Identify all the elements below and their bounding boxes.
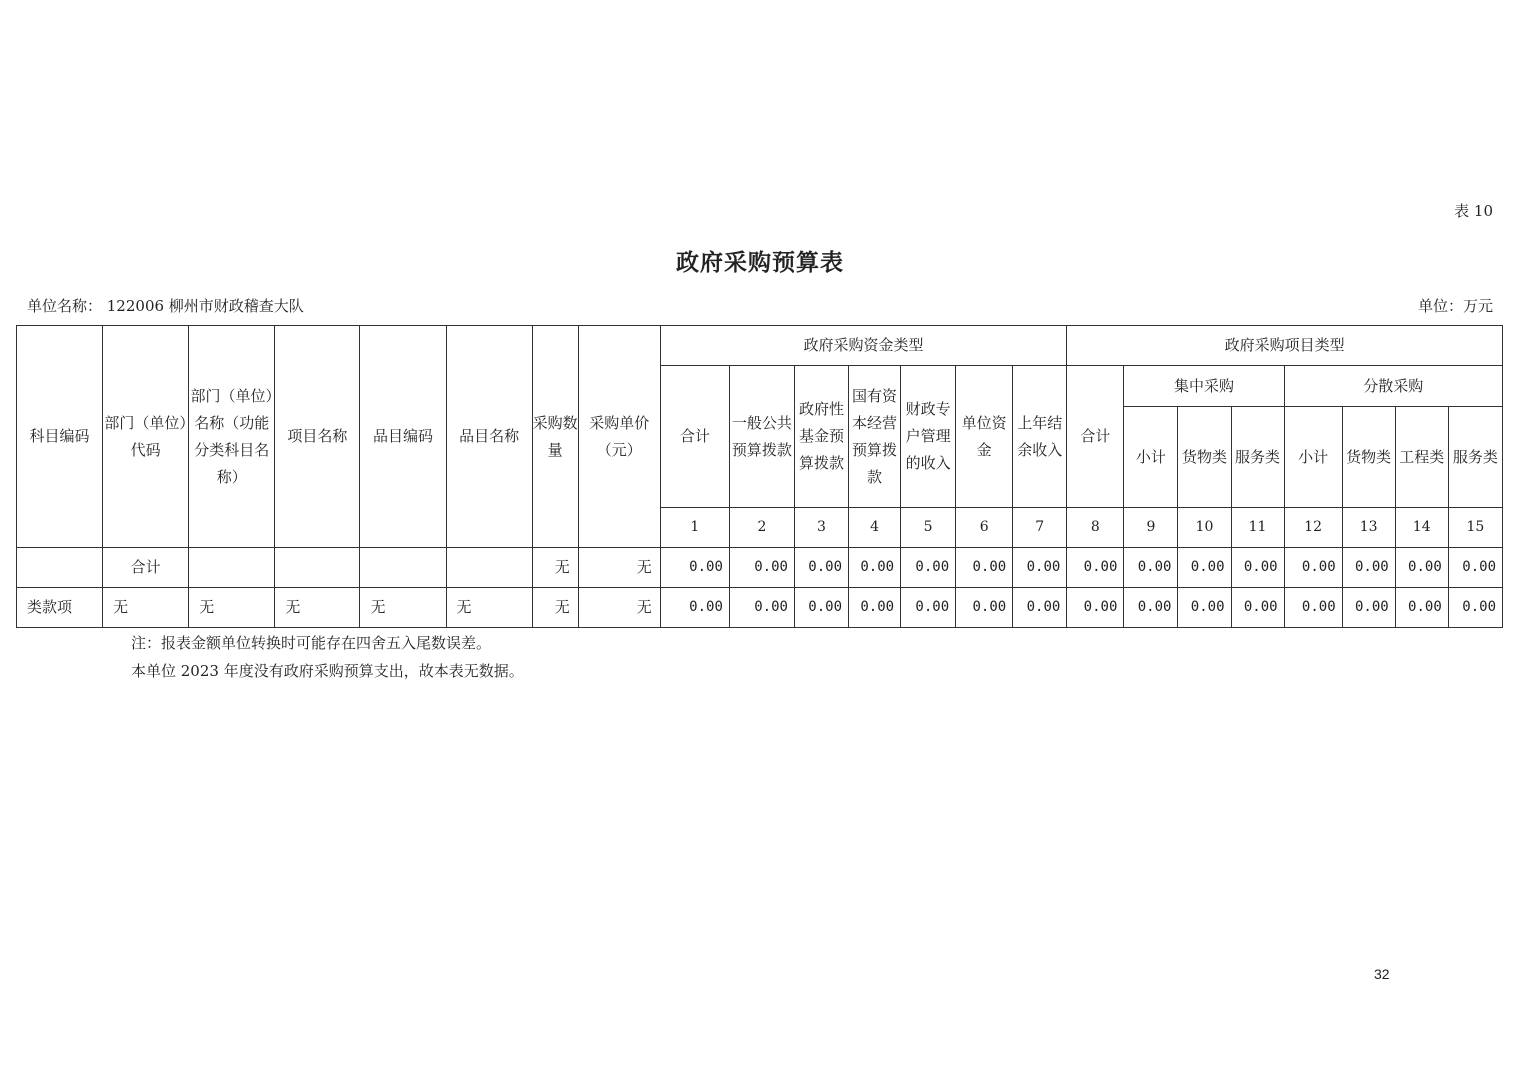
cell-value: 0.00: [849, 548, 901, 588]
cell-value: 0.00: [901, 588, 956, 628]
index-cell: 4: [849, 508, 901, 548]
index-cell: 12: [1284, 508, 1342, 548]
index-cell: 10: [1178, 508, 1231, 548]
cell-quantity: 无: [532, 548, 578, 588]
cell-dept-name: 无: [189, 588, 275, 628]
cell-value: 0.00: [1013, 588, 1067, 628]
header-decentralized: 分散采购: [1284, 366, 1502, 407]
cell-value: 0.00: [660, 588, 729, 628]
header-unit-price: 采购单价（元）: [578, 326, 660, 548]
cell-value: 0.00: [1448, 588, 1502, 628]
header-project-total: 合计: [1067, 366, 1124, 508]
header-state-capital: 国有资本经营预算拨款: [849, 366, 901, 508]
cell-value: 0.00: [1178, 548, 1231, 588]
cell-value: 0.00: [1342, 588, 1395, 628]
cell-value: 0.00: [1067, 588, 1124, 628]
cell-item-name: 无: [446, 588, 532, 628]
header-unit-funds: 单位资金: [956, 366, 1013, 508]
index-cell: 9: [1124, 508, 1178, 548]
cell-unit-price: 无: [578, 588, 660, 628]
cell-value: 0.00: [1448, 548, 1502, 588]
header-general-budget: 一般公共预算拨款: [729, 366, 794, 508]
cell-value: 0.00: [901, 548, 956, 588]
cell-value: 0.00: [1342, 548, 1395, 588]
cell-value: 0.00: [794, 548, 848, 588]
index-cell: 15: [1448, 508, 1502, 548]
header-gov-fund: 政府性基金预算拨款: [794, 366, 848, 508]
index-cell: 2: [729, 508, 794, 548]
index-cell: 3: [794, 508, 848, 548]
cell-quantity: 无: [532, 588, 578, 628]
header-quantity: 采购数量: [532, 326, 578, 548]
cell-value: 0.00: [1124, 588, 1178, 628]
table-row: [17, 548, 1503, 588]
index-cell: 7: [1013, 508, 1067, 548]
cell-value: 0.00: [956, 588, 1013, 628]
index-cell: 5: [901, 508, 956, 548]
cell-dept-code: 合计: [103, 548, 189, 588]
header-fund-total: 合计: [660, 366, 729, 508]
cell-subject-code: [17, 548, 103, 588]
cell-value: 0.00: [1013, 548, 1067, 588]
cell-value: 0.00: [956, 548, 1013, 588]
header-last-year-balance: 上年结余收入: [1013, 366, 1067, 508]
header-d-service: 服务类: [1448, 407, 1502, 508]
cell-value: 0.00: [1231, 588, 1284, 628]
rounding-note: 注：报表金额单位转换时可能存在四舍五入尾数误差。: [131, 634, 492, 652]
header-c-goods: 货物类: [1178, 407, 1231, 508]
index-cell: 11: [1231, 508, 1284, 548]
cell-value: 0.00: [1395, 548, 1448, 588]
index-cell: 1: [660, 508, 729, 548]
table-number: 表 10: [1454, 202, 1493, 220]
cell-value: 0.00: [1284, 588, 1342, 628]
header-d-goods: 货物类: [1342, 407, 1395, 508]
cell-dept-name: [189, 548, 275, 588]
header-centralized: 集中采购: [1124, 366, 1284, 407]
unit-name: 单位名称： 122006 柳州市财政稽查大队: [27, 297, 304, 315]
cell-value: 0.00: [1231, 548, 1284, 588]
table-row: [17, 588, 1503, 628]
header-subject-code: 科目编码: [17, 326, 103, 548]
cell-dept-code: 无: [103, 588, 189, 628]
cell-value: 0.00: [729, 548, 794, 588]
currency-unit: 单位：万元: [1417, 297, 1493, 315]
cell-value: 0.00: [1178, 588, 1231, 628]
index-cell: 14: [1395, 508, 1448, 548]
cell-item-name: [446, 548, 532, 588]
index-cell: 8: [1067, 508, 1124, 548]
index-cell: 6: [956, 508, 1013, 548]
header-d-subtotal: 小计: [1284, 407, 1342, 508]
cell-item-code: [360, 548, 446, 588]
cell-project-name: [275, 548, 360, 588]
cell-value: 0.00: [1067, 548, 1124, 588]
cell-value: 0.00: [1284, 548, 1342, 588]
header-project-name: 项目名称: [275, 326, 360, 548]
cell-value: 0.00: [794, 588, 848, 628]
header-dept-name: 部门（单位）名称（功能分类科目名称）: [189, 326, 275, 548]
header-project-type: 政府采购项目类型: [1067, 326, 1503, 366]
cell-value: 0.00: [729, 588, 794, 628]
header-item-name: 品目名称: [446, 326, 532, 548]
index-cell: 13: [1342, 508, 1395, 548]
page-title: 政府采购预算表: [676, 249, 844, 276]
header-c-subtotal: 小计: [1124, 407, 1178, 508]
cell-value: 0.00: [849, 588, 901, 628]
page-number: 32: [1374, 966, 1390, 982]
cell-value: 0.00: [660, 548, 729, 588]
cell-subject-code: 类款项: [17, 588, 103, 628]
header-d-engineering: 工程类: [1395, 407, 1448, 508]
header-c-service: 服务类: [1231, 407, 1284, 508]
header-fund-type: 政府采购资金类型: [660, 326, 1067, 366]
cell-value: 0.00: [1395, 588, 1448, 628]
cell-unit-price: 无: [578, 548, 660, 588]
cell-project-name: 无: [275, 588, 360, 628]
header-dept-code: 部门（单位）代码: [103, 326, 189, 548]
cell-value: 0.00: [1124, 548, 1178, 588]
header-special-account: 财政专户管理的收入: [901, 366, 956, 508]
no-data-note: 本单位 2023 年度没有政府采购预算支出，故本表无数据。: [131, 662, 524, 680]
header-item-code: 品目编码: [360, 326, 446, 548]
cell-item-code: 无: [360, 588, 446, 628]
procurement-budget-table: [16, 325, 1503, 628]
